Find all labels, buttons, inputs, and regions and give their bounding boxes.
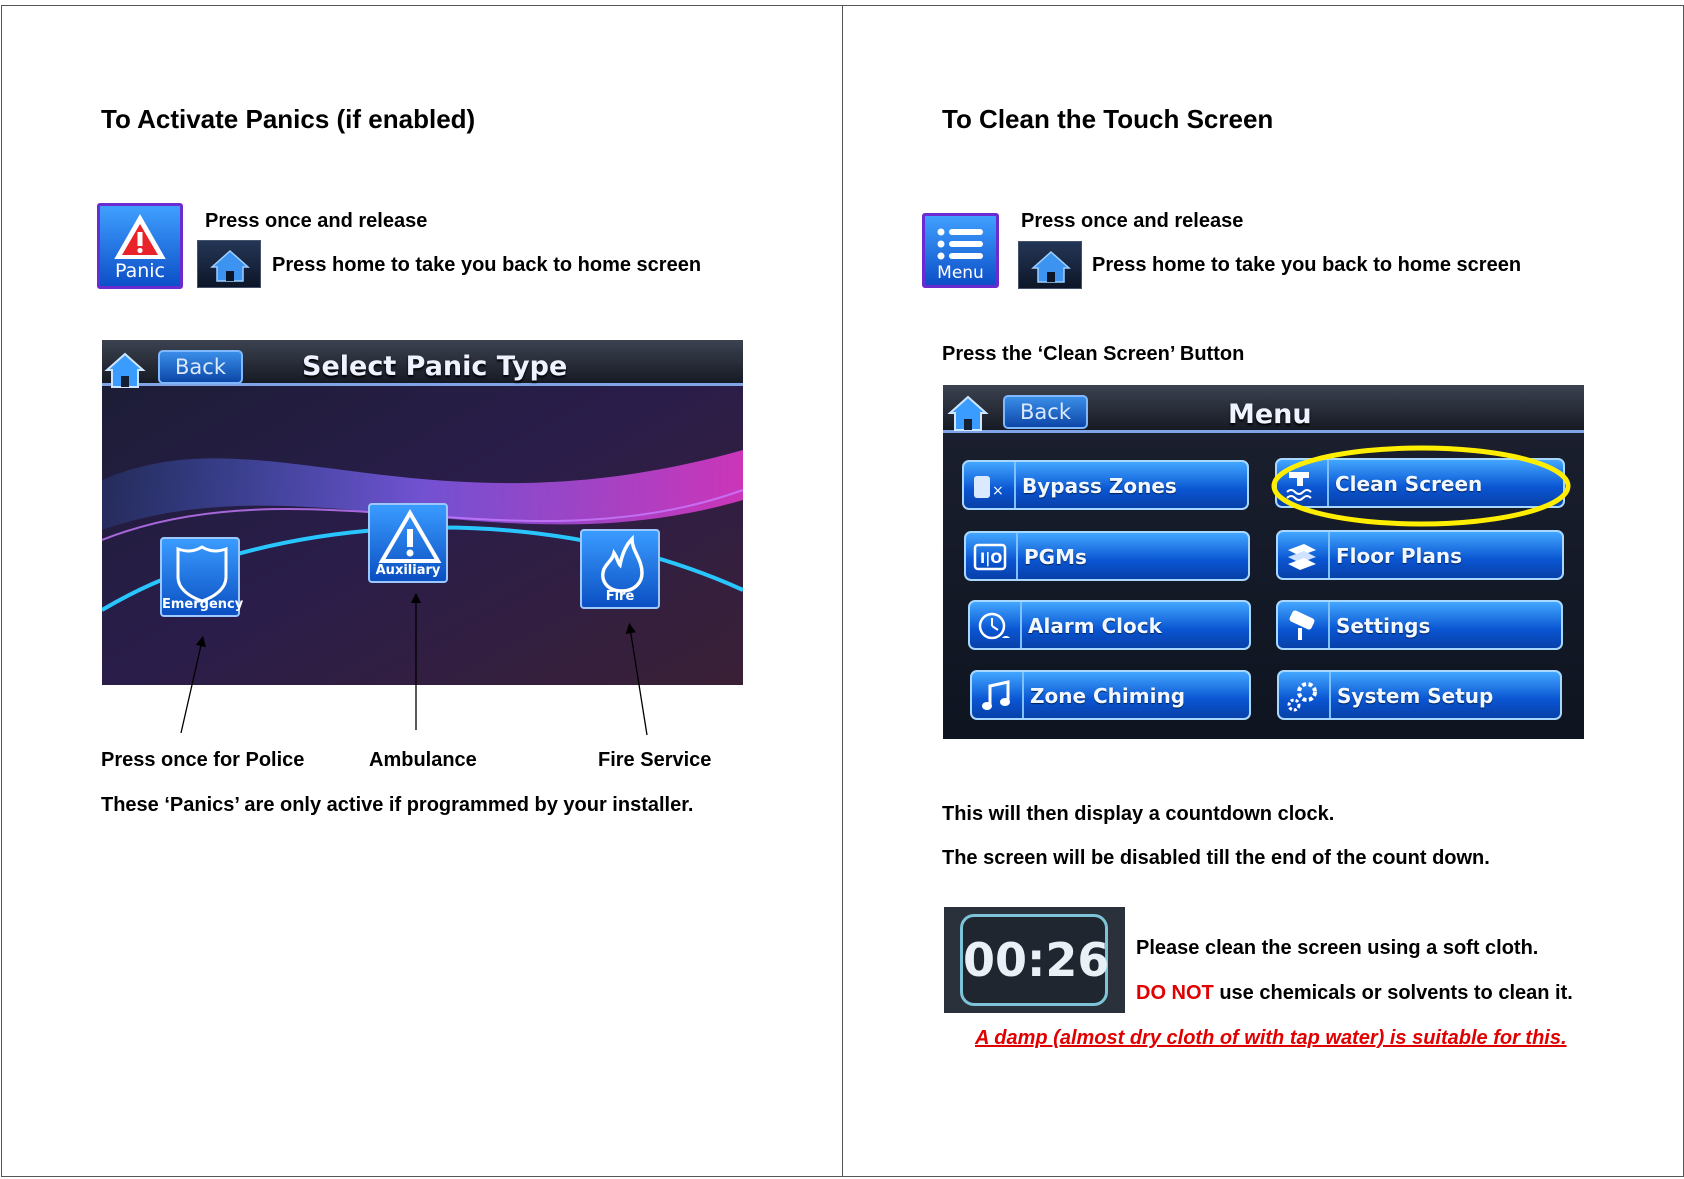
svg-text:I|O: I|O xyxy=(980,551,1003,567)
gears-icon xyxy=(1285,678,1321,714)
home-icon[interactable] xyxy=(104,350,146,392)
panic-icon-label: Panic xyxy=(114,260,165,282)
home-icon[interactable] xyxy=(947,393,989,435)
tap-water-icon xyxy=(1283,466,1319,502)
left-press-home: Press home to take you back to home screen xyxy=(272,254,702,276)
back-button[interactable]: Back xyxy=(1003,395,1088,429)
clean-screen-label: Clean Screen xyxy=(1335,472,1483,496)
countdown-line-1: This will then display a countdown clock. xyxy=(942,803,1335,825)
home-icon xyxy=(198,241,262,289)
settings-label: Settings xyxy=(1336,614,1431,638)
music-note-icon xyxy=(978,678,1014,714)
caption-fire-service: Fire Service xyxy=(598,749,712,771)
floor-plans-icon xyxy=(1284,538,1320,574)
do-not-label: DO NOT xyxy=(1136,982,1214,1004)
pgms-button[interactable] xyxy=(964,531,1250,581)
warning-triangle-icon xyxy=(370,507,450,569)
flame-icon xyxy=(582,533,662,595)
camera-settings-icon xyxy=(1284,608,1320,644)
list-icon xyxy=(925,220,997,268)
system-setup-button[interactable] xyxy=(1277,670,1562,720)
panic-type-screen xyxy=(102,340,743,685)
countdown-clock xyxy=(944,907,1125,1013)
floor-plans-button[interactable] xyxy=(1276,530,1564,580)
panic-screen-title: Select Panic Type xyxy=(302,351,568,382)
damp-cloth-note: A damp (almost dry cloth of with tap water) is suitable for this. xyxy=(975,1027,1567,1049)
zone-chiming-label: Zone Chiming xyxy=(1030,684,1186,708)
zone-chiming-button[interactable] xyxy=(970,670,1251,720)
countdown-line-2: The screen will be disabled till the end of the count down. xyxy=(942,847,1490,869)
countdown-clock-frame xyxy=(960,914,1108,1006)
alarm-clock-icon xyxy=(976,608,1012,644)
do-not-warning xyxy=(1136,982,1573,1005)
countdown-clock-value: 00:26 xyxy=(963,933,1110,987)
settings-button[interactable] xyxy=(1276,600,1563,650)
clean-cloth-instruction: Please clean the screen using a soft cloth. xyxy=(1136,937,1539,959)
caption-ambulance: Ambulance xyxy=(369,749,477,771)
left-heading: To Activate Panics (if enabled) xyxy=(101,104,476,134)
auxiliary-panic-button[interactable] xyxy=(368,503,448,583)
back-button[interactable]: Back xyxy=(158,350,243,384)
alarm-clock-button[interactable] xyxy=(968,600,1251,650)
bypass-icon xyxy=(970,468,1006,504)
menu-button-icon xyxy=(922,213,999,288)
left-press-release: Press once and release xyxy=(205,210,428,232)
press-clean-instruction: Press the ‘Clean Screen’ Button xyxy=(942,343,1245,365)
menu-screen xyxy=(943,385,1584,739)
police-shield-icon xyxy=(162,541,242,603)
bypass-zones-label: Bypass Zones xyxy=(1022,474,1177,498)
emergency-label: Emergency xyxy=(162,597,244,612)
home-button-icon-right xyxy=(1018,241,1082,289)
pgms-label: PGMs xyxy=(1024,545,1087,569)
right-heading: To Clean the Touch Screen xyxy=(942,104,1274,134)
alarm-clock-label: Alarm Clock xyxy=(1028,614,1162,638)
caption-police: Press once for Police xyxy=(101,749,305,771)
auxiliary-label: Auxiliary xyxy=(375,563,441,578)
pgm-switch-icon xyxy=(972,539,1008,575)
right-press-home: Press home to take you back to home screen xyxy=(1092,254,1522,276)
page-divider xyxy=(842,5,843,1177)
panic-button-icon xyxy=(97,203,183,289)
floor-plans-label: Floor Plans xyxy=(1336,544,1462,568)
system-setup-label: System Setup xyxy=(1337,684,1494,708)
menu-screen-title: Menu xyxy=(1228,399,1312,430)
bypass-zones-button[interactable] xyxy=(962,460,1249,510)
menu-icon-label: Menu xyxy=(937,263,984,283)
home-button-icon-left xyxy=(197,240,261,288)
fire-panic-button[interactable] xyxy=(580,529,660,609)
emergency-panic-button[interactable] xyxy=(160,537,244,617)
home-icon xyxy=(1019,242,1083,290)
right-press-release: Press once and release xyxy=(1021,210,1244,232)
fire-label: Fire xyxy=(605,589,635,604)
left-note: These ‘Panics’ are only active if programmed by your installer. xyxy=(101,794,694,816)
clean-screen-button[interactable] xyxy=(1275,458,1565,508)
do-not-rest: use chemicals or solvents to clean it. xyxy=(1213,982,1573,1004)
svg-text:×: × xyxy=(992,483,1004,499)
